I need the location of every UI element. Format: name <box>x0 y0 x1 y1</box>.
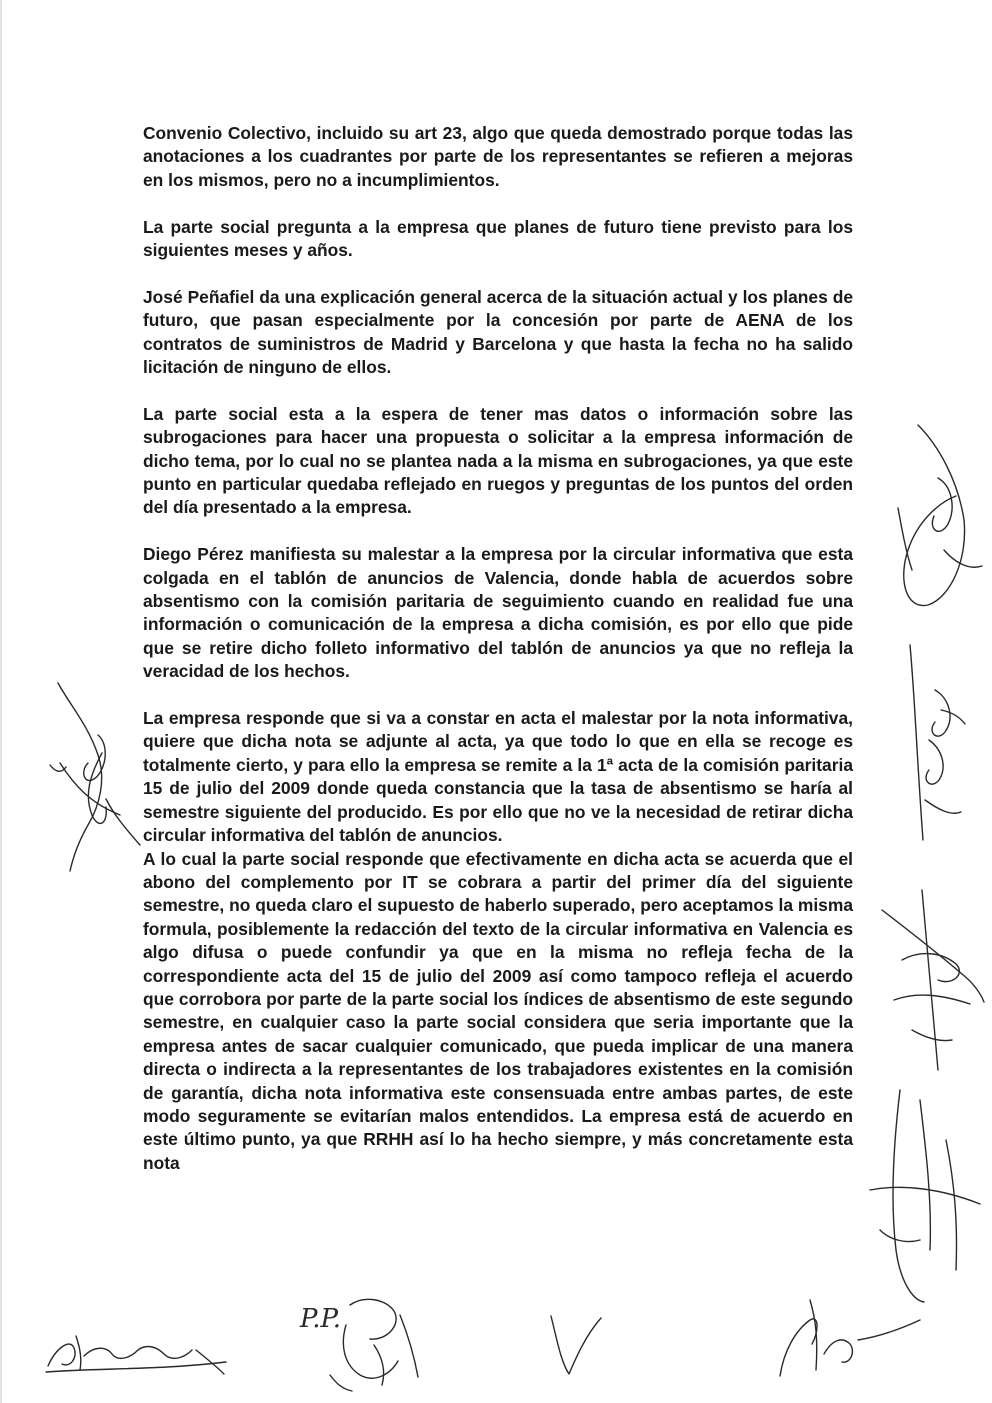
paragraph-jose-penafiel: José Peñafiel da una explicación general acerca de la situación actual y los planes de futuro, que pasan especialmente por la concesión por parte de AENA de los contratos de suministros de Madrid y Barcelona y que hasta la fecha no ha salido licitación de ninguno de ellos. <box>143 286 853 378</box>
signature-bottom-right-icon <box>770 1280 930 1390</box>
paragraph-convenio: Convenio Colectivo, incluido su art 23, algo que queda demostrado porque todas las anotaciones a los cuadrantes por parte de los representantes se refieren a mejoras en los mismos, pero no a incumplimientos. <box>143 123 853 190</box>
signature-bottom-left-icon <box>40 1328 230 1378</box>
scan-edge <box>0 0 2 1403</box>
paragraph-subrogaciones: La parte social esta a la espera de tener mas datos o información sobre las subrogaciones para hacer una propuesta o solicitar a la empresa información de dicho tema, por lo cual no se plantea nada a la misma en subrogaciones, ya que este punto en particular quedaba reflejado en ruegos y preguntas de los puntos del orden del día presentado a la empresa. <box>143 403 853 518</box>
signature-right-lower-icon <box>872 880 987 1080</box>
signature-right-top-icon <box>878 420 988 620</box>
paragraph-planes-futuro: La parte social pregunta a la empresa que planes de futuro tiene previsto para los siguientes meses y años. <box>143 216 853 261</box>
bottom-initials: P.P. <box>300 1304 341 1334</box>
signature-right-bottom-icon <box>860 1080 990 1310</box>
document-body <box>143 122 853 1175</box>
paragraph-diego-perez: Diego Pérez manifiesta su malestar a la empresa por la circular informativa que esta colgada en el tablón de anuncios de Valencia, donde habla de acuerdos sobre absentismo con la comisión paritaria de seguimiento cuando en realidad fue una información o comunicación de la empresa a dicha comisión, es por ello que pide que se retire dicho folleto informativo del tablón de anuncios ya que no refleja la veracidad de los hechos. <box>143 544 853 682</box>
paragraph-parte-social-responde: A lo cual la parte social responde que efectivamente en dicha acta se acuerda que el abono del complemento por IT se cobrara a partir del primer día del siguiente semestre, no queda claro el supuesto de haberlo superado, pero aceptamos la misma formula, posiblemente la redacción del texto de la circular informativa en Valencia es algo difusa o puede confundir ya que en la misma no refleja fecha de la correspondiente acta del 15 de julio del 2009 así como tampoco refleja el acuerdo que corrobora por parte de la parte social los índices de absentismo de este segundo semestre, en cualquier caso la parte social considera que seria importante que la empresa antes de sacar cualquier comunicado, que pueda implicar de una manera directa o indirecta a la representantes de los trabajadores existentes en la comisión de garantía, dicha nota informativa este consensuada entre ambas partes, de este modo seguramente se evitarían malos entendidos. La empresa está de acuerdo en este último punto, ya que RRHH así lo ha hecho siempre, y más concretamente esta nota <box>143 848 853 1173</box>
signature-left-margin-icon <box>40 675 145 880</box>
signature-right-middle-icon <box>895 640 985 850</box>
paragraph-empresa-responde: La empresa responde que si va a constar en acta el malestar por la nota informativa, quiere que dicha nota se adjunte al acta, ya que todo lo que en ella se recoge es totalmente cierto, y para ello la empresa se remite a la 1ª acta de la comisión paritaria 15 de julio del 2009 donde queda constancia que la tasa de absentismo se haría al semestre siguiente del producido. Es por ello que no ve la necesidad de retirar dicha circular informativa del tablón de anuncios. <box>143 708 853 846</box>
signature-bottom-center-icon <box>290 1285 440 1395</box>
signature-bottom-v-icon <box>545 1310 605 1380</box>
